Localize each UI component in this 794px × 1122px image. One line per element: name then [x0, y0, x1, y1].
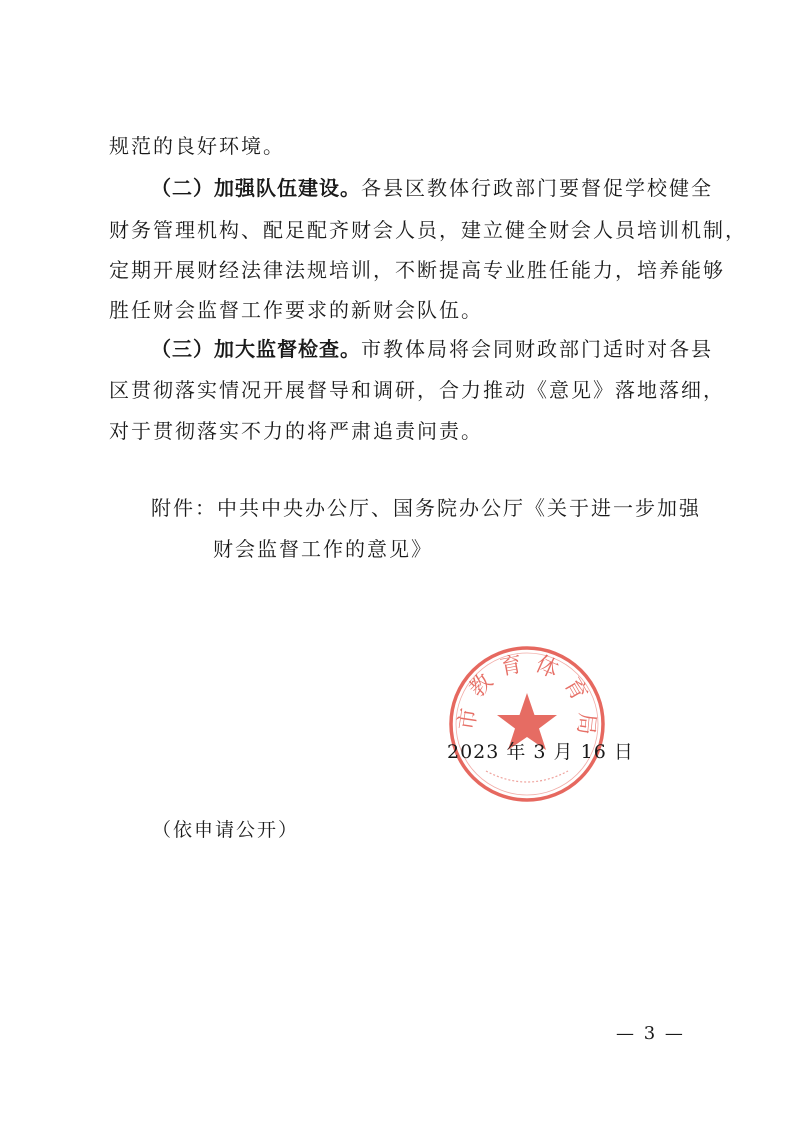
document-date: 2023 年 3 月 16 日 — [447, 741, 634, 763]
seal-text: 市教育体育局 — [454, 650, 600, 746]
paragraph-line: 规范的良好环境。 — [109, 134, 285, 158]
section-heading: （二）加强队伍建设。 — [151, 176, 361, 200]
attachment-line: 财会监督工作的意见》 — [213, 537, 433, 561]
paragraph-line: 对于贯彻落实不力的将严肃追责问责。 — [109, 419, 483, 443]
paragraph-line: 定期开展财经法律法规培训，不断提高专业胜任能力，培养能够 — [109, 258, 725, 282]
paragraph-line: 胜任财会监督工作要求的新财会队伍。 — [109, 298, 483, 322]
paragraph-line: 区贯彻落实情况开展督导和调研，合力推动《意见》落地落细， — [109, 378, 725, 402]
paragraph-line: 财务管理机构、配足配齐财会人员，建立健全财会人员培训机制， — [109, 218, 747, 242]
page-number: — 3 — — [616, 1023, 685, 1044]
seal-graphic — [446, 643, 608, 805]
official-seal-stamp — [446, 643, 608, 805]
section-heading: （三）加大监督检查。 — [151, 337, 361, 361]
paragraph-line — [151, 176, 713, 200]
paragraph-text: 各县区教体行政部门要督促学校健全 — [361, 176, 713, 200]
paragraph-line — [151, 337, 713, 361]
paragraph-text: 市教体局将会同财政部门适时对各县 — [361, 337, 713, 361]
disclosure-note: （依申请公开） — [152, 819, 300, 841]
attachment-line: 附件：中共中央办公厅、国务院办公厅《关于进一步加强 — [151, 496, 701, 520]
